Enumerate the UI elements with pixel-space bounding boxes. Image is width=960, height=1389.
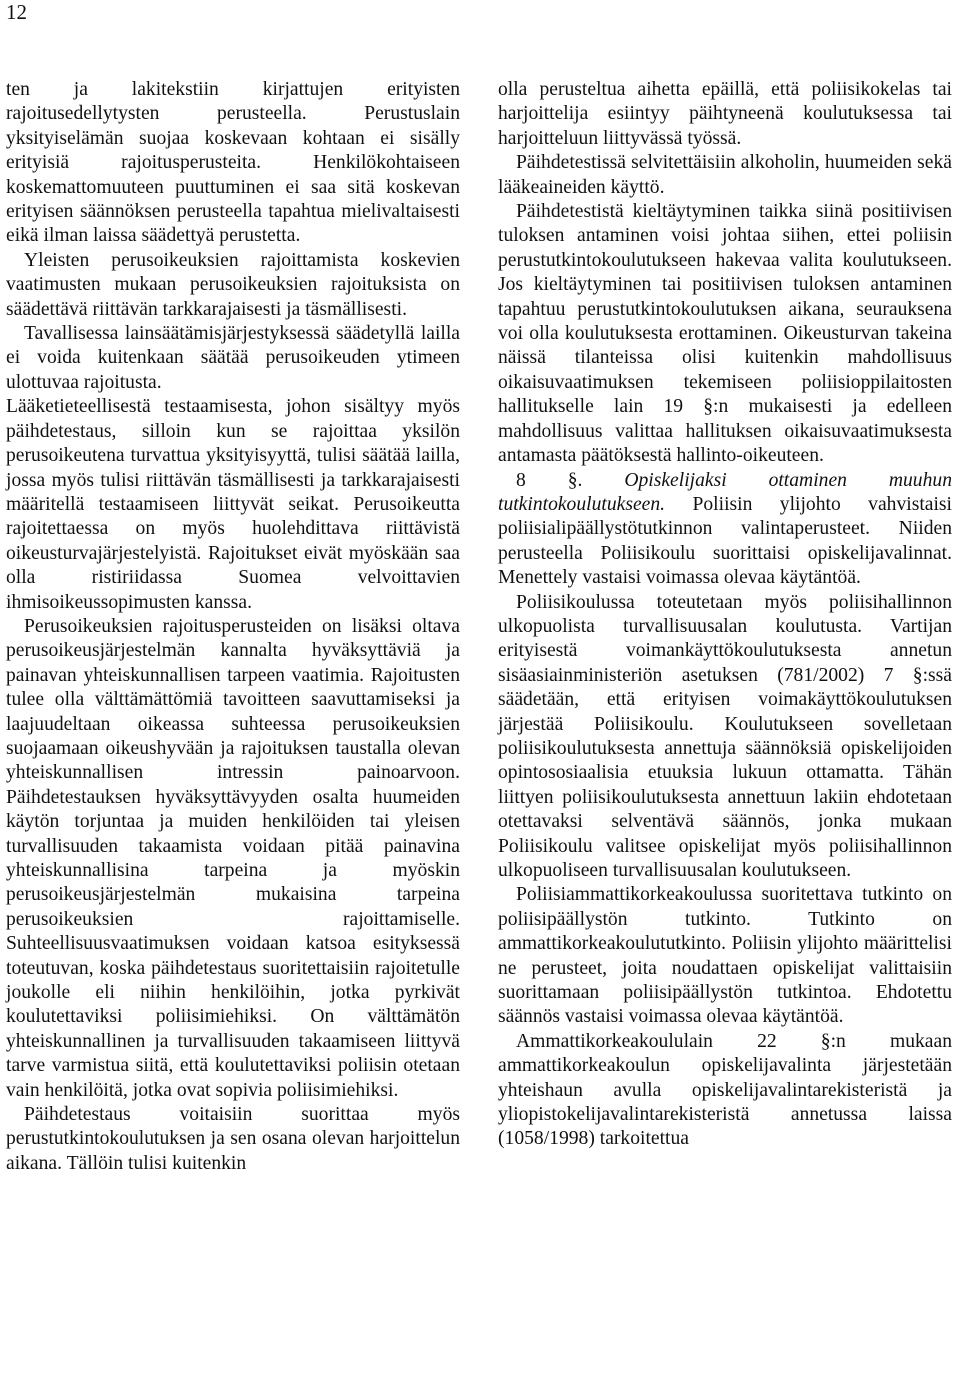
- section-paragraph: [498, 469, 952, 591]
- section-text: Poliisin ylijohto vahvistaisi poliisialipäällystötutkinnon valintaperusteet. Niiden perusteella Poliisikoulu suorittaisi opiskelijavalinnat. Menettely vastaisi voimassa olevaa käytäntöä.: [498, 493, 952, 589]
- paragraph: Päihdetestissä selvitettäisiin alkoholin, huumeiden sekä lääkeaineiden käyttö.: [498, 152, 952, 198]
- right-column: [498, 78, 952, 1152]
- page-number: 12: [6, 0, 27, 24]
- paragraph: ten ja lakitekstiin kirjattujen erityisten rajoitusedellytysten perusteella. Perustuslain yksityiselämän suojaa koskevaan kohtaan ei sisälly erityisiä rajoitusperusteita. Henkilökohtaiseen koskemattomuuteen puuttuminen ei saa sitä koskevan erityisen säännöksen perusteella tapahtua mielivaltaisesti eikä ilman laissa säädettyä perustetta.: [6, 79, 460, 247]
- paragraph: Poliisiammattikorkeakoulussa suoritettava tutkinto on poliisipäällystön tutkinto. Tutkinto on ammattikorkeakoulututkinto. Poliisin ylijohto määrittelisi ne perusteet, joita noudattaen opiskelijat valittaisiin suorittamaan poliisipäällystön tutkintoa. Ehdotettu säännös vastaisi voimassa olevaa käytäntöä.: [498, 884, 952, 1028]
- paragraph: Päihdetestaus voitaisiin suorittaa myös perustutkintokoulutuksen ja sen osana olevan harjoittelun aikana. Tällöin tulisi kuitenkin: [6, 1104, 460, 1174]
- paragraph: Päihdetestistä kieltäytyminen taikka siinä positiivisen tuloksen antaminen voisi johtaa siihen, ettei poliisin perustutkintokoulutukseen hakevaa valita koulutukseen. Jos kieltäytyminen tai positiivisen tuloksen antaminen tapahtuu perustutkintokoulutuksen aikana, seurauksena voi olla koulutuksesta erottaminen. Oikeusturvan takeina näissä tilanteissa olisi kuitenkin mahdollisuus oikaisuvaatimuksen tekemiseen poliisioppilaitosten hallitukselle lain 19 §:n mukaisesti ja edelleen mahdollisuus valittaa hallituksen oikaisuvaatimuksesta antamasta päätöksestä hallinto-oikeuteen.: [498, 201, 952, 467]
- paragraph: Ammattikorkeakoululain 22 §:n mukaan ammattikorkeakoulun opiskelijavalinta järjestetään yhteishaun avulla opiskelijavalintarekisteristä ja yliopistokelijavalintarekisteristä annetussa laissa (1058/1998) tarkoitettua: [498, 1030, 952, 1150]
- paragraph: olla perusteltua aihetta epäillä, että poliisikokelas tai harjoittelija esiintyy päihtyneenä koulutuksessa tai harjoitteluun liittyvässä työssä.: [498, 79, 952, 149]
- section-number: 8 §.: [516, 469, 583, 491]
- paragraph: Perusoikeuksien rajoitusperusteiden on lisäksi oltava perusoikeusjärjestelmän kannalta hyväksyttäviä ja painavan yhteiskunnallisen tarpeen vaatimia. Rajoitusten tulee olla välttämättömiä tavoitteen saavuttamiseksi ja laajuudeltaan oikeassa suhteessa perusoikeuksien suojaamaan oikeushyvään ja rajoituksen taustalla olevan yhteiskunnallisen intressin painoarvoon. Päihdetestauksen hyväksyttävyyden osalta huumeiden käytön torjuntaa ja muiden henkilöiden tai yleisen turvallisuuden takaamista voidaan pitää painavina yhteiskunnallisina tarpeina ja myöskin perusoikeusjärjestelmän mukaisina tarpeina perusoikeuksien rajoittamiselle. Suhteellisuusvaatimuksen voidaan katsoa esityksessä toteutuvan, koska päihdetestaus suoritettaisiin rajoitetulle joukolle eli niihin henkilöihin, jotka pyrkivät koulutettaviksi poliisimiehiksi. On välttämätön yhteiskunnallinen ja turvallisuuden takaamiseen liittyvä tarve varmistua siitä, että koulutettaviksi poliisin otetaan vain henkilöitä, jotka ovat sopivia poliisimiehiksi.: [6, 615, 460, 1101]
- paragraph: Yleisten perusoikeuksien rajoittamista koskevien vaatimusten mukaan perusoikeuksien rajoituksista on säädettävä riittävän tarkkarajaisesti ja täsmällisesti.: [6, 249, 460, 320]
- paragraph: Lääketieteellisestä testaamisesta, johon sisältyy myös päihdetestaus, silloin kun se rajoittaa yksilön perusoikeutena turvattua yksityisyyttä, tulisi säätää lailla, jossa myös tulisi riittävän täsmällisesti ja tarkkarajaisesti määritellä testaamiseen liittyvät seikat. Perusoikeutta rajoitettaessa on myös huolehdittava riittävistä oikeusturvajärjestelyistä. Rajoitukset eivät myöskään saa olla ristiriidassa Suomea velvoittavien ihmisoikeussopimusten kanssa.: [6, 396, 460, 613]
- paragraph: Tavallisessa lainsäätämisjärjestyksessä säädetyllä lailla ei voida kuitenkaan säätää perusoikeuden ytimeen ulottuvaa rajoitusta.: [6, 323, 460, 393]
- section-title: Opiskelijaksi ottaminen muuhun tutkintokoulutukseen.: [498, 469, 952, 515]
- paragraph: Poliisikoulussa toteutetaan myös poliisihallinnon ulkopuolista turvallisuusalan koulutusta. Vartijan erityisestä voimankäyttökoulutuksesta annetun sisäasiainministeriön asetuksen (781/2002) 7 §:ssä säädetään, että erityisen voimakäyttökoulutuksen järjestää Poliisikoulu. Koulutukseen sovelletaan poliisikoulutuksesta annettuja säännöksiä opiskelijoiden opintososiaalisia etuuksia lukuun ottamatta. Tähän liittyen poliisikoulutuksesta annettuun lakiin ehdotetaan otettavaksi selventävä säännös, jonka mukaan Poliisikoulu valitsee opiskelijat myös poliisihallinnon ulkopuoliseen turvallisuusalan koulutukseen.: [498, 591, 952, 881]
- left-column: [6, 78, 460, 1176]
